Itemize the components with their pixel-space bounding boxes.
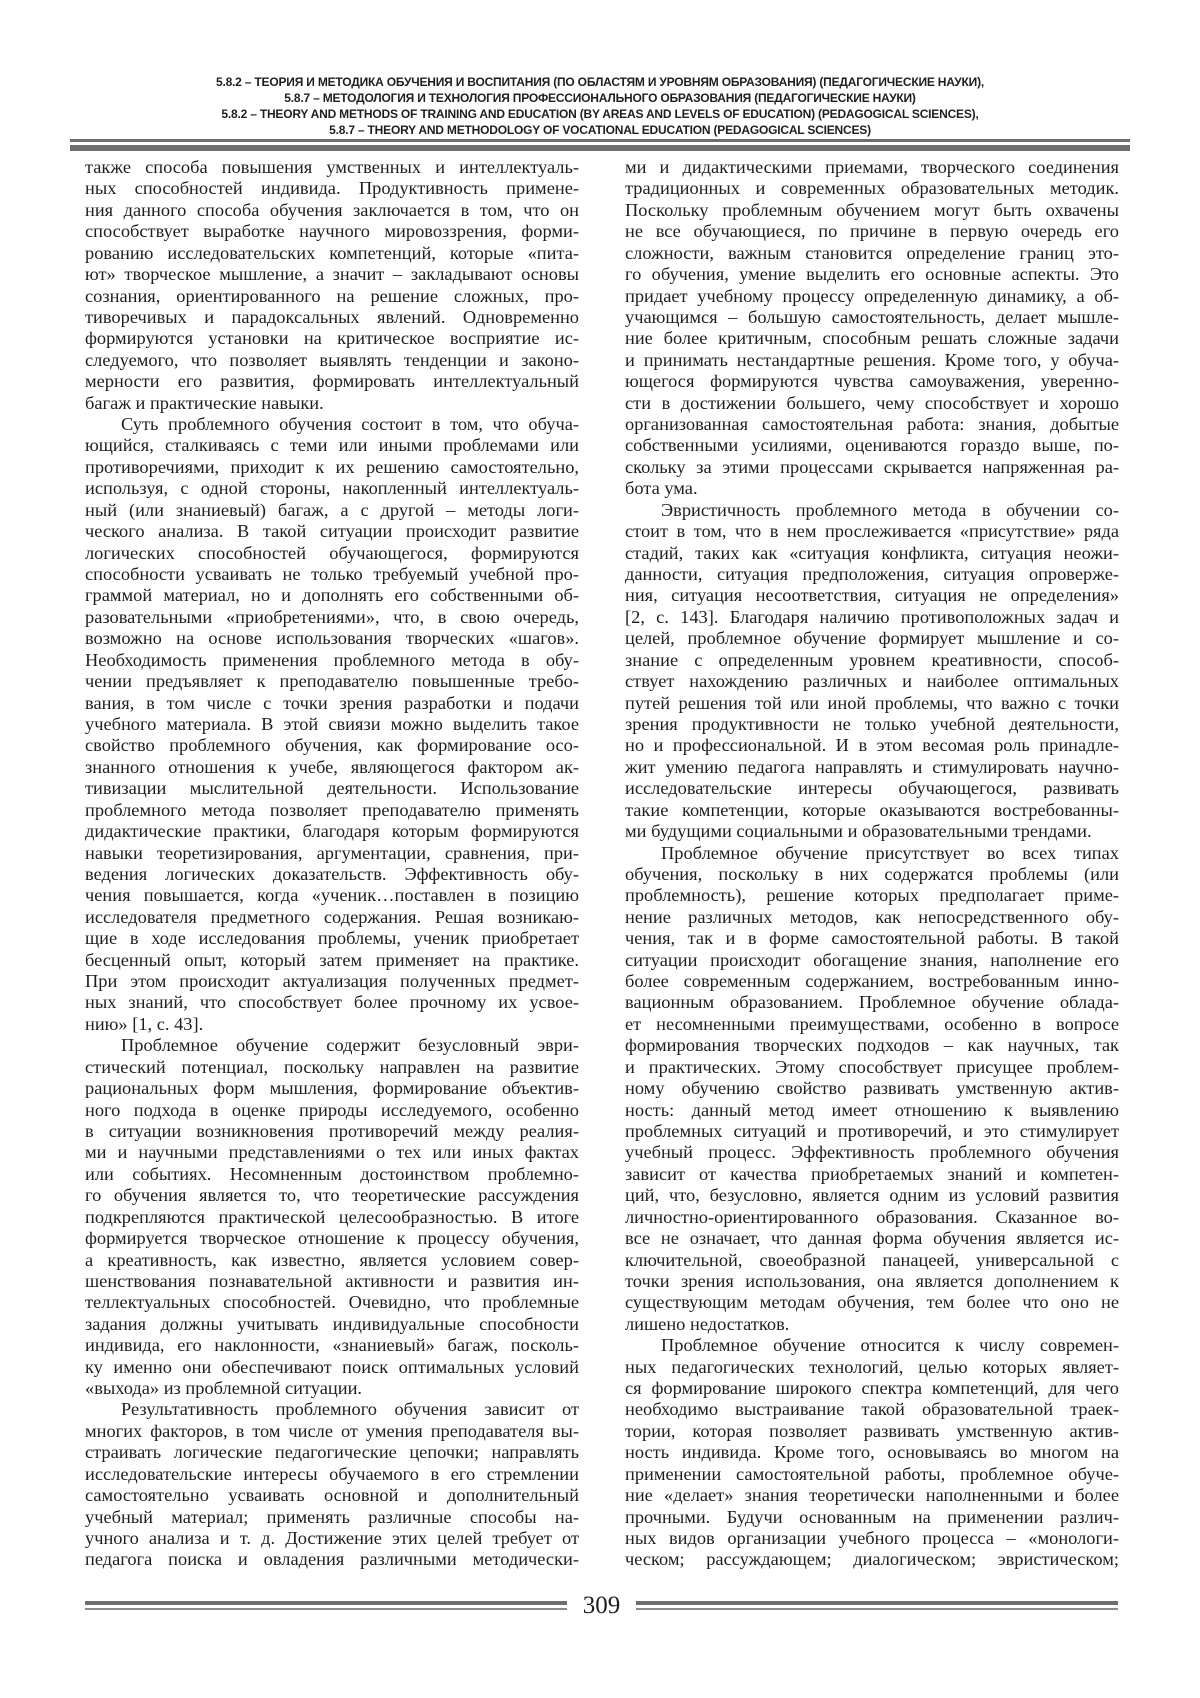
- text-line: знанного отношения к учебе, являющегося фактором ак-: [85, 756, 579, 777]
- text-line: ситуации происходит обогащение знания, наполнение его: [625, 949, 1119, 970]
- text-line: ние более критичным, способным решать сложные задачи: [625, 328, 1119, 349]
- text-line: Проблемное обучение присутствует во всех типах: [661, 842, 1119, 863]
- paragraph: [85, 1035, 579, 1399]
- text-line: а креативность, как известно, является условием совер-: [85, 1249, 579, 1270]
- text-line: ному обучению свойство развивать умственную актив-: [625, 1078, 1119, 1099]
- text-line: ведения логических доказательств. Эффективность обу-: [85, 863, 579, 884]
- text-line: ния данного способа обучения заключается в том, что он: [85, 199, 579, 220]
- text-line: При этом происходит актуализация полученных предмет-: [85, 971, 579, 992]
- text-line: способности усваивать не только требуемый учебной про-: [85, 564, 579, 585]
- text-line: зависит от качества приобретаемых знаний и компетен-: [625, 1163, 1119, 1184]
- text-line: страивать логические педагогические цепочки; направлять: [85, 1442, 579, 1463]
- text-line: го обучения, умение выделить его основные аспекты. Это: [625, 264, 1119, 285]
- text-line: способствует выработке научного мировоззрения, форми-: [85, 221, 579, 242]
- text-line: рованию исследовательских компетенций, которые «пита-: [85, 242, 579, 263]
- text-line: учебный материал; применять различные способы на-: [85, 1506, 579, 1527]
- paragraph: [85, 1399, 579, 1570]
- text-line: или событиях. Несомненным достоинством проблемно-: [85, 1163, 579, 1184]
- text-line: ных педагогических технологий, целью которых являет-: [625, 1356, 1119, 1377]
- text-line: ных способностей индивида. Продуктивность примене-: [85, 178, 579, 199]
- text-line: Проблемное обучение содержит безусловный эври-: [121, 1035, 579, 1056]
- text-line: формирования творческих подходов – как научных, так: [625, 1035, 1119, 1056]
- text-line: ключительной, своеобразной панацеей, универсальной с: [625, 1249, 1119, 1270]
- text-line: ных видов организации учебного процесса – «монологи-: [625, 1528, 1119, 1548]
- paragraph: [625, 843, 1119, 1336]
- text-line: учебный процесс. Эффективность проблемного обучения: [625, 1142, 1119, 1163]
- text-line: лишено недостатков.: [625, 1313, 790, 1334]
- text-line: щие в ходе исследования проблемы, ученик приобретает: [85, 928, 579, 949]
- text-line: бесценный опыт, который затем применяет на практике.: [85, 949, 579, 970]
- text-line: противоречиями, приходит к их решению самостоятельно,: [85, 456, 579, 477]
- header-rule-thin-line: [70, 139, 1130, 142]
- right-column: [625, 157, 1119, 1571]
- text-line: индивида, его наклонности, «знаниевый» багаж, посколь-: [85, 1335, 579, 1356]
- text-line: навыки теоретизирования, аргументации, сравнения, при-: [85, 842, 579, 863]
- text-line: но и профессиональной. И в этом весомая роль принадле-: [625, 735, 1119, 756]
- text-line: ный (или знаниевый) багаж, а с другой – методы логи-: [85, 499, 579, 520]
- text-line: существующим методам обучения, тем более что оно не: [625, 1292, 1119, 1313]
- text-line: все не означает, что данная форма обучения является ис-: [625, 1228, 1119, 1249]
- text-line: [2, с. 143]. Благодаря наличию противоположных задач и: [625, 606, 1119, 627]
- paragraph: [85, 157, 579, 414]
- text-line: Проблемное обучение относится к числу современ-: [661, 1335, 1119, 1356]
- text-line: и практических. Этому способствует присущее проблем-: [625, 1056, 1119, 1077]
- paragraph: [625, 500, 1119, 843]
- text-line: проблемность), решение которых предполагает приме-: [625, 885, 1119, 906]
- text-line: стоит в том, что в нем прослеживается «присутствие» ряда: [625, 521, 1119, 542]
- text-line: собственными усилиями, оцениваются гораздо выше, по-: [625, 435, 1119, 456]
- text-line: ность индивида. Кроме того, основываясь во многом на: [625, 1442, 1119, 1463]
- left-column: [85, 157, 579, 1571]
- text-line: более современным содержанием, востребованным инно-: [625, 971, 1119, 992]
- text-line: вационным образованием. Проблемное обучение облада-: [625, 992, 1119, 1013]
- page-header: [0, 74, 1200, 138]
- text-line: багаж и практические навыки.: [85, 392, 324, 413]
- text-line: ного подхода в оценке природы исследуемого, особенно: [85, 1099, 579, 1120]
- text-line: ность: данный метод имеет отношению к выявлению: [625, 1099, 1119, 1120]
- header-line-3: 5.8.2 – THEORY AND METHODS OF TRAINING AND EDUCATION (BY AREAS AND LEVELS OF EDUCATION) (PEDAGOGICAL SCIENCES),: [221, 107, 979, 121]
- text-line: учающимся – большую самостоятельность, делает мышле-: [625, 306, 1119, 327]
- text-line: граммой материал, но и дополнять его собственными об-: [85, 585, 579, 606]
- text-line: необходимо выстраивание такой образовательной траек-: [625, 1399, 1119, 1420]
- text-line: тории, которая позволяет развивать умственную актив-: [625, 1420, 1119, 1441]
- text-line: чении предъявляет к преподавателю повышенные требо-: [85, 671, 579, 692]
- text-line: ми будущими социальными и образовательными трендами.: [625, 821, 1092, 842]
- text-line: организованная самостоятельная работа: знания, добытые: [625, 414, 1119, 435]
- text-line: сти в достижении большего, чему способствует и хорошо: [625, 392, 1119, 413]
- text-line: тиворечивых и парадоксальных явлений. Одновременно: [85, 306, 579, 327]
- text-line: целей, проблемное обучение формирует мышление и со-: [625, 628, 1119, 649]
- header-rule-thick-line: [70, 145, 1130, 151]
- text-line: формируется творческое отношение к процессу обучения,: [85, 1228, 579, 1249]
- text-line: ет несомненными преимуществами, особенно в вопросе: [625, 1013, 1119, 1034]
- text-line: «выхода» из проблемной ситуации.: [85, 1378, 363, 1399]
- text-line: традиционных и современных образовательных методик.: [625, 178, 1119, 199]
- text-line: шенствования познавательной активности и развития ин-: [85, 1270, 579, 1291]
- text-line: формируются установки на критическое восприятие ис-: [85, 328, 579, 349]
- text-line: проблемных ситуаций и противоречий, и это стимулирует: [625, 1120, 1119, 1141]
- text-line: нию» [1, с. 43].: [85, 1013, 204, 1034]
- text-line: путей решения той или иной проблемы, что важно с точки: [625, 692, 1119, 713]
- text-line: и принимать нестандартные решения. Кроме того, у обуча-: [625, 349, 1119, 370]
- text-line: мерности его развития, формировать интеллектуальный: [85, 371, 579, 392]
- footer-rule-left-thin-line: [85, 1608, 567, 1610]
- text-line: точки зрения использования, она является дополнением к: [625, 1270, 1119, 1291]
- text-line: ют» творческое мышление, а значит – закладывают основы: [85, 264, 579, 285]
- text-line: учебного материала. В этой свиязи можно выделить такое: [85, 713, 579, 734]
- text-line: ций, что, безусловно, является одним из условий развития: [625, 1185, 1119, 1206]
- text-line: возможно на основе использования творческих «шагов».: [85, 628, 579, 649]
- text-line: нение различных методов, как непосредственного обу-: [625, 906, 1119, 927]
- header-double-rule: [70, 139, 1130, 151]
- text-line: ми и дидактическими приемами, творческого соединения: [625, 157, 1119, 177]
- text-line: чения, так и в форме самостоятельной работы. В такой: [625, 928, 1119, 949]
- text-line: исследователя предметного содержания. Решая возникаю-: [85, 906, 579, 927]
- text-line: ческого анализа. В такой ситуации происходит развитие: [85, 521, 579, 542]
- text-line: ческом; рассуждающем; диалогическом; эвристическом;: [625, 1549, 1119, 1570]
- paragraph: [625, 157, 1119, 500]
- text-line: Результативность проблемного обучения зависит от: [121, 1399, 579, 1420]
- text-line: бота ума.: [625, 478, 698, 499]
- text-line: Поскольку проблемным обучением могут быть охвачены: [625, 199, 1119, 220]
- text-line: сознания, ориентированного на решение сложных, про-: [85, 285, 579, 306]
- text-line: рациональных форм мышления, формирование объектив-: [85, 1078, 579, 1099]
- header-line-4: 5.8.7 – THEORY AND METHODOLOGY OF VOCATIONAL EDUCATION (PEDAGOGICAL SCIENCES): [329, 123, 871, 137]
- text-line: придает учебному процессу определенную динамику, а об-: [625, 285, 1119, 306]
- text-line: ния, ситуация несоответствия, ситуация не определения»: [625, 585, 1119, 606]
- paragraph: [85, 414, 579, 1035]
- text-line: зрения продуктивности не только учебной деятельности,: [625, 713, 1119, 734]
- text-line: педагога поиска и овладения различными методически-: [85, 1549, 579, 1570]
- text-line: вания, в том числе с точки зрения разработки и подачи: [85, 692, 579, 713]
- text-line: ющегося формируются чувства самоуважения, уверенно-: [625, 371, 1119, 392]
- text-line: стический потенциал, поскольку направлен на развитие: [85, 1056, 579, 1077]
- text-line: личностно-ориентированного образования. Сказанное во-: [625, 1206, 1119, 1227]
- text-line: ся формирование широкого спектра компетенций, для чего: [625, 1378, 1119, 1399]
- text-line: чения повышается, когда «ученик…поставлен в позицию: [85, 885, 579, 906]
- text-line: Суть проблемного обучения состоит в том, что обуча-: [121, 414, 579, 435]
- footer-rule-left-thick-line: [85, 1601, 567, 1605]
- text-line: обучения, поскольку в них содержатся проблемы (или: [625, 863, 1119, 884]
- text-line: го обучения является то, что теоретические рассуждения: [85, 1185, 579, 1206]
- text-line: также способа повышения умственных и интеллектуаль-: [85, 157, 579, 177]
- text-line: используя, с одной стороны, накопленный интеллектуаль-: [85, 478, 579, 499]
- footer-rule-right: [636, 1601, 1118, 1610]
- footer-rule-right-thick-line: [636, 1601, 1118, 1605]
- text-line: следуемого, что позволяет выявлять тенденции и законо-: [85, 349, 579, 370]
- text-line: применении самостоятельной работы, проблемное обуче-: [625, 1463, 1119, 1484]
- text-line: логических способностей обучающегося, формируются: [85, 542, 579, 563]
- page-footer: [85, 1593, 1118, 1618]
- text-line: подкрепляются практической целесообразностью. В итоге: [85, 1206, 579, 1227]
- text-line: задания должны учитывать индивидуальные способности: [85, 1313, 579, 1334]
- header-line-2: 5.8.7 – МЕТОДОЛОГИЯ И ТЕХНОЛОГИЯ ПРОФЕССИОНАЛЬНОГО ОБРАЗОВАНИЯ (ПЕДАГОГИЧЕСКИЕ НАУКИ): [284, 91, 916, 105]
- text-line: исследовательские интересы обучающегося, развивать: [625, 778, 1119, 799]
- text-line: прочными. Будучи основанным на применении различ-: [625, 1506, 1119, 1527]
- paragraph: [625, 1335, 1119, 1571]
- article-body: [85, 157, 1119, 1571]
- text-line: в ситуации возникновения противоречий между реалия-: [85, 1120, 579, 1141]
- page-number: 309: [582, 1592, 621, 1619]
- text-line: самостоятельно усваивать основной и дополнительный: [85, 1485, 579, 1506]
- text-line: ствует нахождению различных и наиболее оптимальных: [625, 671, 1119, 692]
- text-line: ми и научными представлениями о тех или иных фактах: [85, 1142, 579, 1163]
- text-line: тивизации мыслительной деятельности. Использование: [85, 778, 579, 799]
- text-line: Необходимость применения проблемного метода в обу-: [85, 649, 579, 670]
- text-line: свойство проблемного обучения, как формирование осо-: [85, 735, 579, 756]
- text-line: учного анализа и т. д. Достижение этих целей требует от: [85, 1528, 579, 1548]
- text-line: не все обучающиеся, по причине в первую очередь его: [625, 221, 1119, 242]
- text-line: сложности, важным становится определение границ это-: [625, 242, 1119, 263]
- footer-rule-left: [85, 1601, 567, 1610]
- text-line: Эвристичность проблемного метода в обучении со-: [661, 499, 1119, 520]
- header-line-1: 5.8.2 – ТЕОРИЯ И МЕТОДИКА ОБУЧЕНИЯ И ВОСПИТАНИЯ (ПО ОБЛАСТЯМ И УРОВНЯМ ОБРАЗОВАНИЯ) (ПЕДАГОГИЧЕСКИЕ НАУКИ),: [215, 75, 985, 89]
- text-line: исследовательские интересы обучаемого в его стремлении: [85, 1463, 579, 1484]
- text-line: скольку за этими процессами скрывается напряженная ра-: [625, 456, 1119, 477]
- text-line: теллектуальных способностей. Очевидно, что проблемные: [85, 1292, 579, 1313]
- text-line: ных знаний, что способствует более прочному их усвое-: [85, 992, 579, 1013]
- text-line: ку именно они обеспечивают поиск оптимальных условий: [85, 1356, 579, 1377]
- text-line: разовательными «приобретениями», что, в свою очередь,: [85, 606, 579, 627]
- footer-rule-right-thin-line: [636, 1608, 1118, 1610]
- text-line: стадий, таких как «ситуация конфликта, ситуация неожи-: [625, 542, 1119, 563]
- text-line: проблемного метода позволяет преподавателю применять: [85, 799, 579, 820]
- text-line: данности, ситуация предположения, ситуация опроверже-: [625, 564, 1119, 585]
- text-line: дидактические практики, благодаря которым формируются: [85, 821, 579, 842]
- text-line: знание с определенным уровнем креативности, способ-: [625, 649, 1119, 670]
- text-line: такие компетенции, которые оказываются востребованны-: [625, 799, 1119, 820]
- text-line: многих факторов, в том числе от умения преподавателя вы-: [85, 1420, 579, 1441]
- text-line: ние «делает» знания теоретически наполненными и более: [625, 1485, 1119, 1506]
- text-line: жит умению педагога направлять и стимулировать научно-: [625, 756, 1119, 777]
- text-line: ющийся, сталкиваясь с теми или иными проблемами или: [85, 435, 579, 456]
